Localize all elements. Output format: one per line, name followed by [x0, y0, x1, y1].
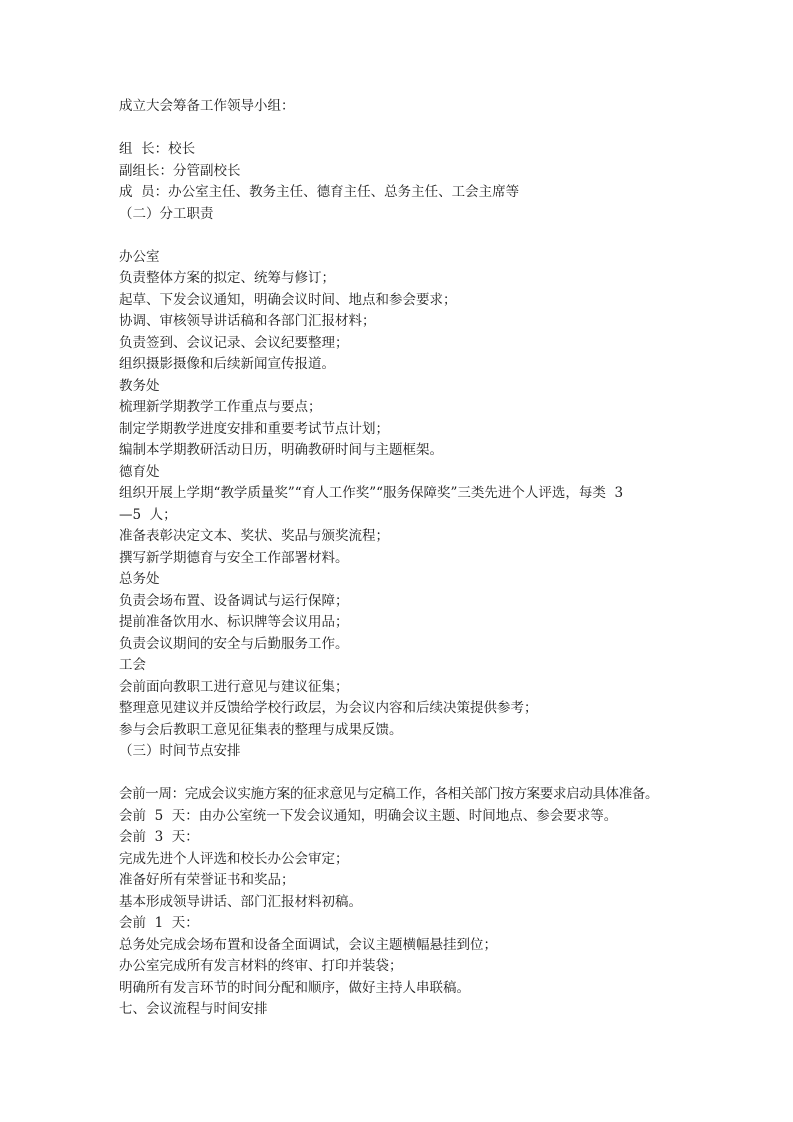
general-affairs-item: 提前准备饮用水、标识牌等会议用品； — [119, 614, 349, 630]
union-item: 会前面向教职工进行意见与建议征集； — [119, 678, 349, 695]
office-heading: 办公室 — [119, 248, 160, 265]
moral-item: 组织开展上学期“教学质量奖”“育人工作奖”“服务保障奖”三类先进个人评选，每类 3 — [119, 485, 624, 501]
office-item: 组织摄影摄像和后续新闻宣传报道。 — [119, 356, 335, 372]
office-item: 起草、下发会议通知，明确会议时间、地点和参会要求； — [119, 291, 457, 308]
timeline-three-days-item: 完成先进个人评选和校长办公会审定； — [119, 850, 349, 867]
timeline-title: （三）时间节点安排 — [119, 743, 241, 759]
moral-heading: 德育处 — [119, 463, 160, 480]
timeline-one-day-heading: 会前 1 天： — [119, 915, 199, 931]
general-affairs-heading: 总务处 — [119, 571, 160, 587]
leader-line: 组 长：校长 — [119, 141, 196, 157]
blank-line — [119, 225, 689, 247]
academic-item: 编制本学期教研活动日历，明确教研时间与主题框架。 — [119, 442, 443, 458]
deputy-leader-line: 副组长：分管副校长 — [119, 162, 241, 179]
timeline-one-day-item: 总务处完成会场布置和设备全面调试，会议主题横幅悬挂到位； — [119, 936, 497, 953]
timeline-three-days-item: 基本形成领导讲话、部门汇报材料初稿。 — [119, 893, 362, 910]
timeline-three-days-heading: 会前 3 天： — [119, 829, 199, 845]
union-item: 参与会后教职工意见征集表的整理与成果反馈。 — [119, 721, 403, 738]
timeline-one-day-item: 办公室完成所有发言材料的终审、打印并装袋； — [119, 958, 403, 974]
document-body — [119, 96, 689, 1021]
office-item: 负责签到、会议记录、会议纪要整理； — [119, 334, 349, 351]
office-item: 协调、审核领导讲话稿和各部门汇报材料； — [119, 313, 376, 329]
academic-heading: 教务处 — [119, 377, 160, 394]
moral-item: 准备表彰决定文本、奖状、奖品与颁奖流程； — [119, 528, 389, 544]
general-affairs-item: 负责会议期间的安全与后勤服务工作。 — [119, 635, 349, 652]
timeline-one-day-item: 明确所有发言环节的时间分配和顺序，做好主持人串联稿。 — [119, 979, 470, 996]
union-heading: 工会 — [119, 657, 146, 673]
timeline-five-days: 会前 5 天：由办公室统一下发会议通知，明确会议主题、时间地点、参会要求等。 — [119, 807, 618, 824]
academic-item: 制定学期教学进度安排和重要考试节点计划； — [119, 420, 389, 437]
academic-item: 梳理新学期教学工作重点与要点； — [119, 399, 322, 415]
union-item: 整理意见建议并反馈给学校行政层，为会议内容和后续决策提供参考； — [119, 700, 538, 716]
members-line: 成 员：办公室主任、教务主任、德育主任、总务主任、工会主席等 — [119, 184, 520, 200]
timeline-week-before: 会前一周：完成会议实施方案的征求意见与定稿工作，各相关部门按方案要求启动具体准备。 — [119, 786, 659, 802]
office-item: 负责整体方案的拟定、统筹与修订； — [119, 270, 335, 286]
blank-line — [119, 763, 689, 785]
moral-item: —5 人； — [119, 506, 177, 523]
leadership-group-title: 成立大会筹备工作领导小组： — [119, 98, 295, 114]
timeline-three-days-item: 准备好所有荣誉证书和奖品； — [119, 872, 295, 888]
next-chapter-heading: 七、会议流程与时间安排 — [119, 1001, 268, 1017]
blank-line — [119, 118, 689, 140]
general-affairs-item: 负责会场布置、设备调试与运行保障； — [119, 592, 349, 609]
division-title: （二）分工职责 — [119, 205, 214, 222]
moral-item: 撰写新学期德育与安全工作部署材料。 — [119, 549, 349, 566]
